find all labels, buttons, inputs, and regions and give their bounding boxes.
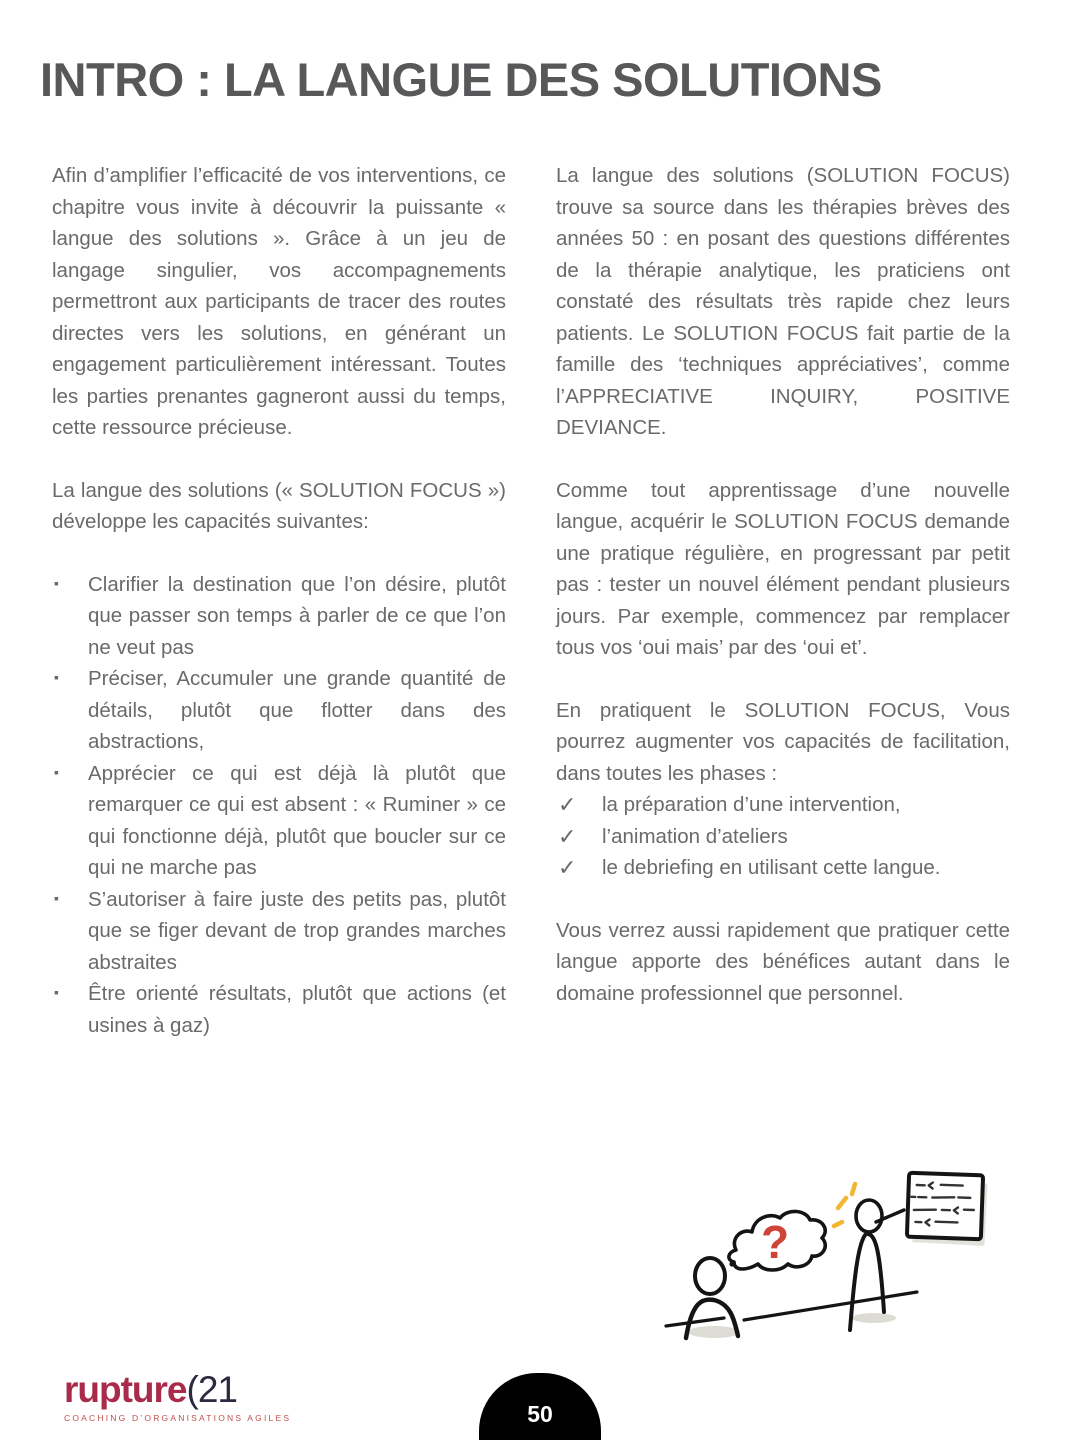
sketch-illustration — [662, 1160, 992, 1345]
left-figure-head — [695, 1258, 725, 1294]
right-column — [556, 160, 1010, 1041]
page-number: 50 — [527, 1401, 553, 1427]
spark-lines — [834, 1184, 855, 1226]
left-paragraph-1: Afin d’amplifier l’efficacité de vos interventions, ce chapitre vous invite à découvrir la puissante « langue des solutions ». Grâce à un jeu de langage singulier, vos accompagnements permettront aux participants de tracer des routes directes vers les solutions, en générant un engagement particulièrement intéressant. Toutes les parties prenantes gagneront aussi du temps, cette ressource précieuse. — [52, 164, 506, 439]
left-paragraph-2: La langue des solutions (« SOLUTION FOCUS ») développe les capacités suivantes: — [52, 478, 506, 533]
bullet-item: ▪ Être orienté résultats, plutôt que actions (et usines à gaz) — [52, 978, 506, 1041]
table-line-left — [666, 1318, 724, 1326]
logo-tagline: COACHING D’ORGANISATIONS AGILES — [64, 1412, 292, 1423]
shadow-left-figure — [688, 1326, 740, 1338]
question-mark: ? — [760, 1216, 790, 1268]
right-paragraph-2: Comme tout apprentissage d’une nouvelle langue, acquérir le SOLUTION FOCUS demande une pratique régulière, en progressant par petit pas : tester un nouvel élément pendant plusieurs jours. Par exemple, commencez par remplacer tous vos ‘oui mais’ par des ‘oui et’. — [556, 478, 1010, 659]
phases-check-list — [556, 789, 1010, 884]
check-item: ✓ l’animation d’ateliers — [556, 821, 1010, 853]
company-logo — [64, 1368, 292, 1423]
bullet-item: ▪ Clarifier la destination que l’on désire, plutôt que passer son temps à parler de ce que l’on ne veut pas — [52, 569, 506, 664]
logo-suffix: (21 — [186, 1368, 237, 1410]
page-number-badge — [479, 1373, 601, 1440]
check-item: ✓ la préparation d’une intervention, — [556, 789, 1010, 821]
right-paragraph-1: La langue des solutions (SOLUTION FOCUS) trouve sa source dans les thérapies brèves des années 50 : en posant des questions différentes de la thérapie analytique, les praticiens ont constaté des résultats très rapide chez leurs patients. Le SOLUTION FOCUS fait partie de la famille des ‘techniques appréciatives’, comme l’APPRECIATIVE INQUIRY, POSITIVE DEVIANCE. — [556, 164, 1010, 439]
bullet-item: ▪ Préciser, Accumuler une grande quantité de détails, plutôt que flotter dans des abstractions, — [52, 663, 506, 758]
right-figure-head — [856, 1200, 882, 1232]
check-item: ✓ le debriefing en utilisant cette langue. — [556, 852, 1010, 884]
logo-wordmark: rupture — [64, 1368, 187, 1410]
right-paragraph-4: Vous verrez aussi rapidement que pratiquer cette langue apporte des bénéfices autant dans le domaine professionnel que personnel. — [556, 918, 1010, 1005]
bullet-item: ▪ S’autoriser à faire juste des petits pas, plutôt que se figer devant de trop grandes marches abstraites — [52, 884, 506, 979]
thought-bubble-dot — [729, 1261, 734, 1266]
flip-chart-board — [907, 1173, 983, 1240]
capabilities-bullet-list — [52, 569, 506, 1042]
bullet-item: ▪ Apprécier ce qui est déjà là plutôt que remarquer ce qui est absent : « Ruminer » ce qui fonctionne déjà, plutôt que boucler sur ce qui ne marche pas — [52, 758, 506, 884]
two-column-body — [52, 160, 1010, 1041]
page-title: INTRO : LA LANGUE DES SOLUTIONS — [40, 53, 882, 106]
shadow-right-figure — [852, 1313, 896, 1323]
left-column — [52, 160, 506, 1041]
right-paragraph-3-intro: En pratiquent le SOLUTION FOCUS, Vous pourrez augmenter vos capacités de facilitation, dans toutes les phases : — [556, 698, 1010, 785]
